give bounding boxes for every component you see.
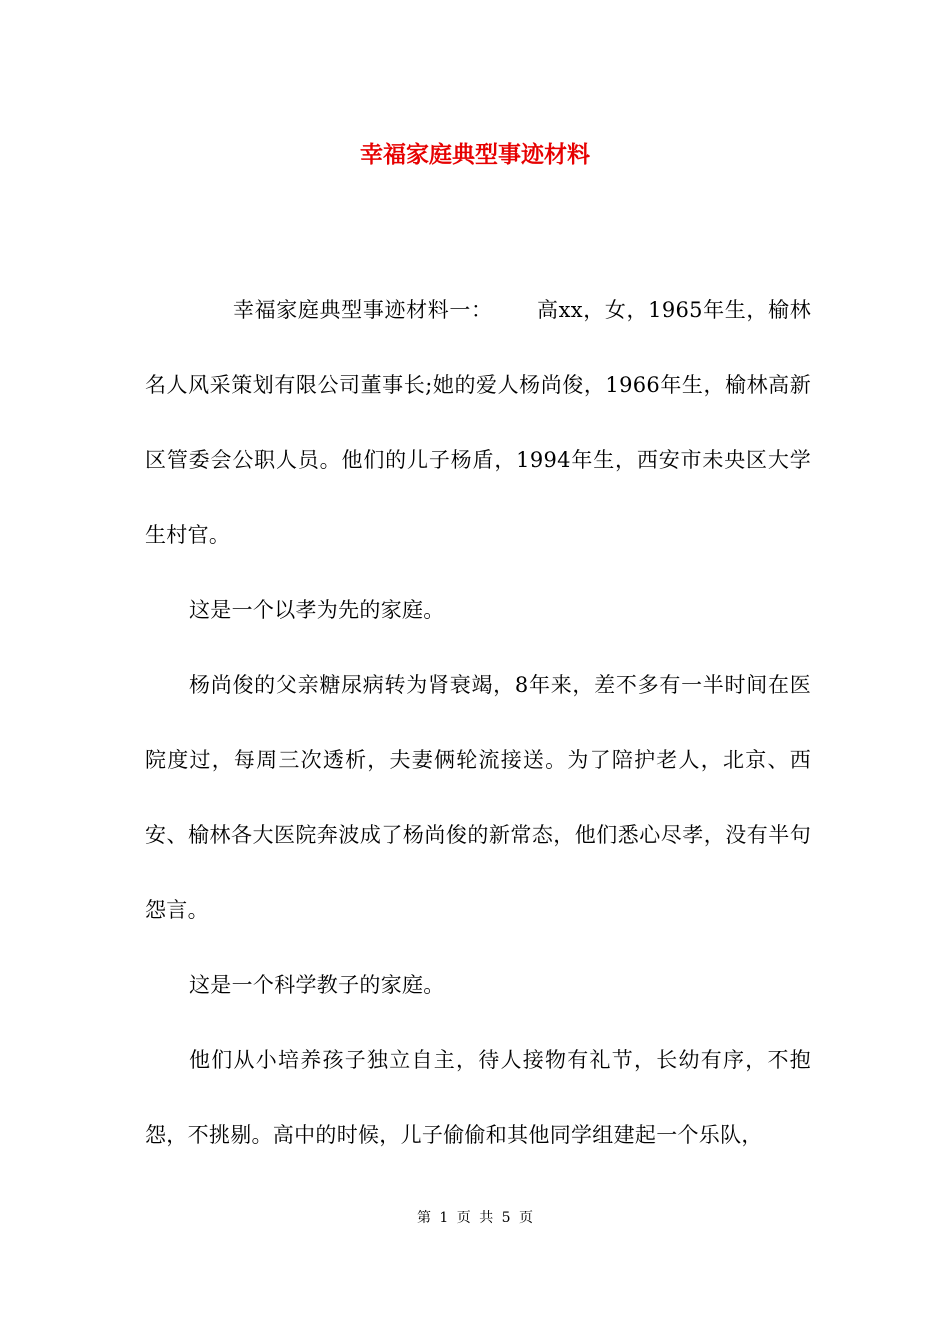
intro-label: 幸福家庭典型事迹材料一：	[233, 298, 493, 322]
paragraph-intro	[145, 273, 811, 573]
paragraph-3: 杨尚俊的父亲糖尿病转为肾衰竭，8年来，差不多有一半时间在医院度过，每周三次透析，夫妻俩轮流接送。为了陪护老人，北京、西安、榆林各大医院奔波成了杨尚俊的新常态，他们悉心尽孝，没有半句怨言。	[145, 673, 811, 922]
paragraph-1-text: 高xx，女，1965年生，榆林名人风采策划有限公司董事长;她的爱人杨尚俊，1966年生，榆林高新区管委会公职人员。他们的儿子杨盾，1994年生，西安市未央区大学生村官。	[145, 298, 811, 547]
page-footer: 第 1 页 共 5 页	[416, 1210, 534, 1226]
paragraph-4: 这是一个科学教子的家庭。	[189, 973, 445, 997]
document-body	[145, 273, 811, 1173]
paragraph-5: 他们从小培养孩子独立自主，待人接物有礼节，长幼有序，不抱怨，不挑剔。高中的时候，儿子偷偷和其他同学组建起一个乐队，	[145, 1048, 811, 1147]
paragraph-2: 这是一个以孝为先的家庭。	[189, 598, 445, 622]
document-title: 幸福家庭典型事迹材料	[360, 141, 590, 168]
